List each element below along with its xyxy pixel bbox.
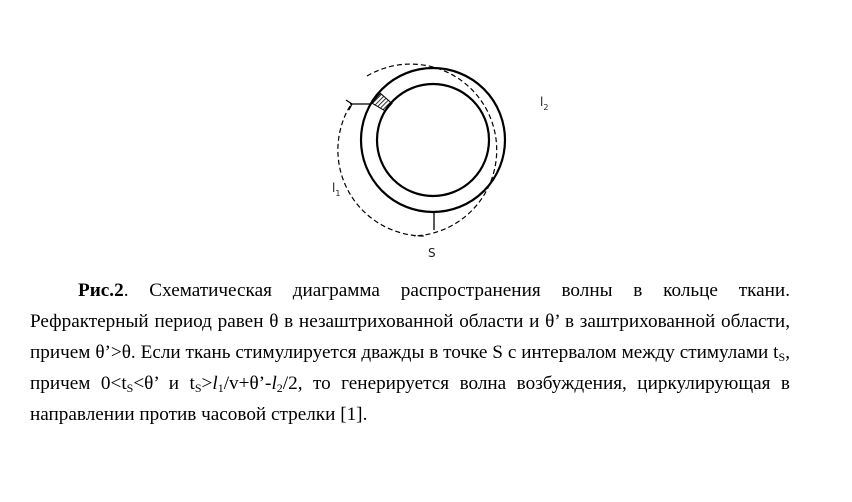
figure-caption: Рис.2. Схематическая диаграмма распространения волны в кольце ткани. Рефрактерный период равен θ в незаштрихованной области и θ’ в заштрихованной области, причем θ’>θ. Если ткань стимулируется дважды в точке S с интервалом между стимулами $t_S$, причем $0<t_S<\theta$’ и $t_S>l_1/v+\theta’-l_2/2$, то генерируется волна возбуждения, циркулирующая в направлении против часовой стрелки [1]. xyxy=(30,280,790,425)
arc-l1 xyxy=(338,106,424,236)
arc-l2 xyxy=(367,64,497,236)
label-l2: $l_2$ xyxy=(540,95,549,112)
outer-ring xyxy=(361,68,505,212)
inner-ring xyxy=(377,84,489,196)
figure-number: Рис.2 xyxy=(78,280,124,301)
label-s: S xyxy=(428,246,436,260)
label-l1: $l_1$ xyxy=(332,181,341,198)
